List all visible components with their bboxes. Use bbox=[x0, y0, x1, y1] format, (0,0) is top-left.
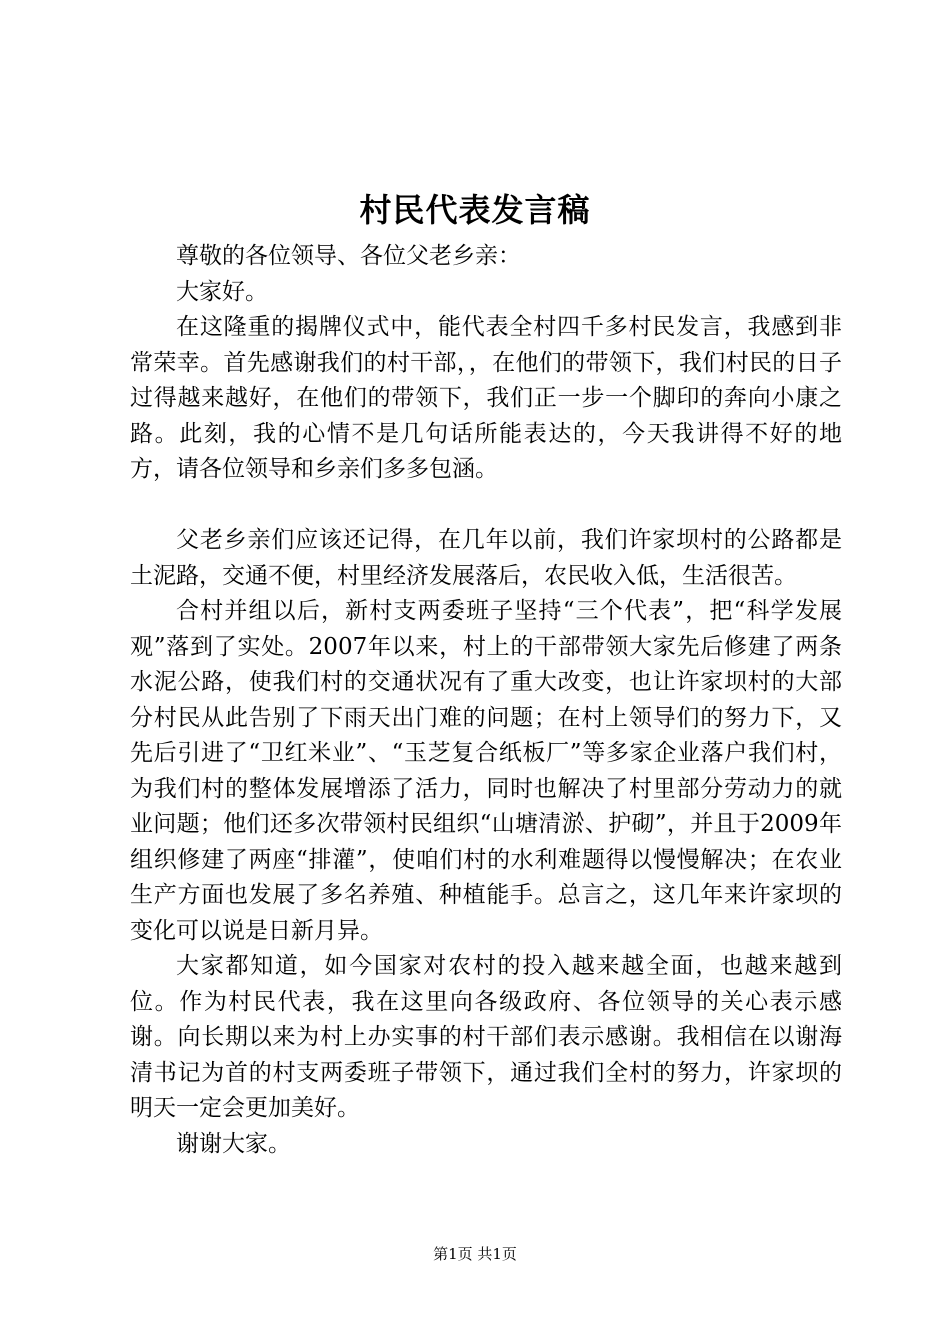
document-title: 村民代表发言稿 bbox=[359, 191, 591, 229]
greeting: 大家好。 bbox=[176, 278, 268, 305]
salutation: 尊敬的各位领导、各位父老乡亲： bbox=[176, 243, 521, 269]
paragraph-opening: 在这隆重的揭牌仪式中，能代表全村四千多村民发言，我感到非常荣幸。首先感谢我们的村干部，，在他们的带领下，我们村民的日子过得越来越好，在他们的带领下，我们正一步一个脚印的奔向小康之路。此刻，我的心情不是几句话所能表达的，今天我讲得不好的地方，请各位领导和乡亲们多多包涵。 bbox=[130, 314, 842, 482]
paragraph-achievements: 合村并组以后，新村支两委班子坚持“三个代表”，把“科学发展观”落到了实处。2007年以来，村上的干部带领大家先后修建了两条水泥公路，使我们村的交通状况有了重大改变，也让许家坝村的大部分村民从此告别了下雨天出门难的问题；在村上领导们的努力下，又先后引进了“卫红米业”、“玉芝复合纸板厂”等多家企业落户我们村，为我们村的整体发展增添了活力，同时也解决了村里部分劳动力的就业问题；他们还多次带领村民组织“山塘清淤、护砌”，并且于2009年组织修建了两座“排灌”，使咱们村的水利难题得以慢慢解决；在农业生产方面也发展了多名养殖、种植能手。总言之，这几年来许家坝的变化可以说是日新月异。 bbox=[130, 598, 842, 944]
paragraph-past: 父老乡亲们应该还记得，在几年以前，我们许家坝村的公路都是土泥路，交通不便，村里经济发展落后，农民收入低，生活很苦。 bbox=[130, 527, 842, 589]
paragraph-thanks: 大家都知道，如今国家对农村的投入越来越全面，也越来越到位。作为村民代表，我在这里向各级政府、各位领导的关心表示感谢。向长期以来为村上办实事的村干部们表示感谢。我相信在以谢海清书记为首的村支两委班子带领下，通过我们全村的努力，许家坝的明天一定会更加美好。 bbox=[130, 953, 842, 1121]
closing: 谢谢大家。 bbox=[176, 1130, 291, 1157]
page-footer: 第1页 共1页 bbox=[433, 1245, 517, 1263]
document-body bbox=[130, 239, 842, 1162]
